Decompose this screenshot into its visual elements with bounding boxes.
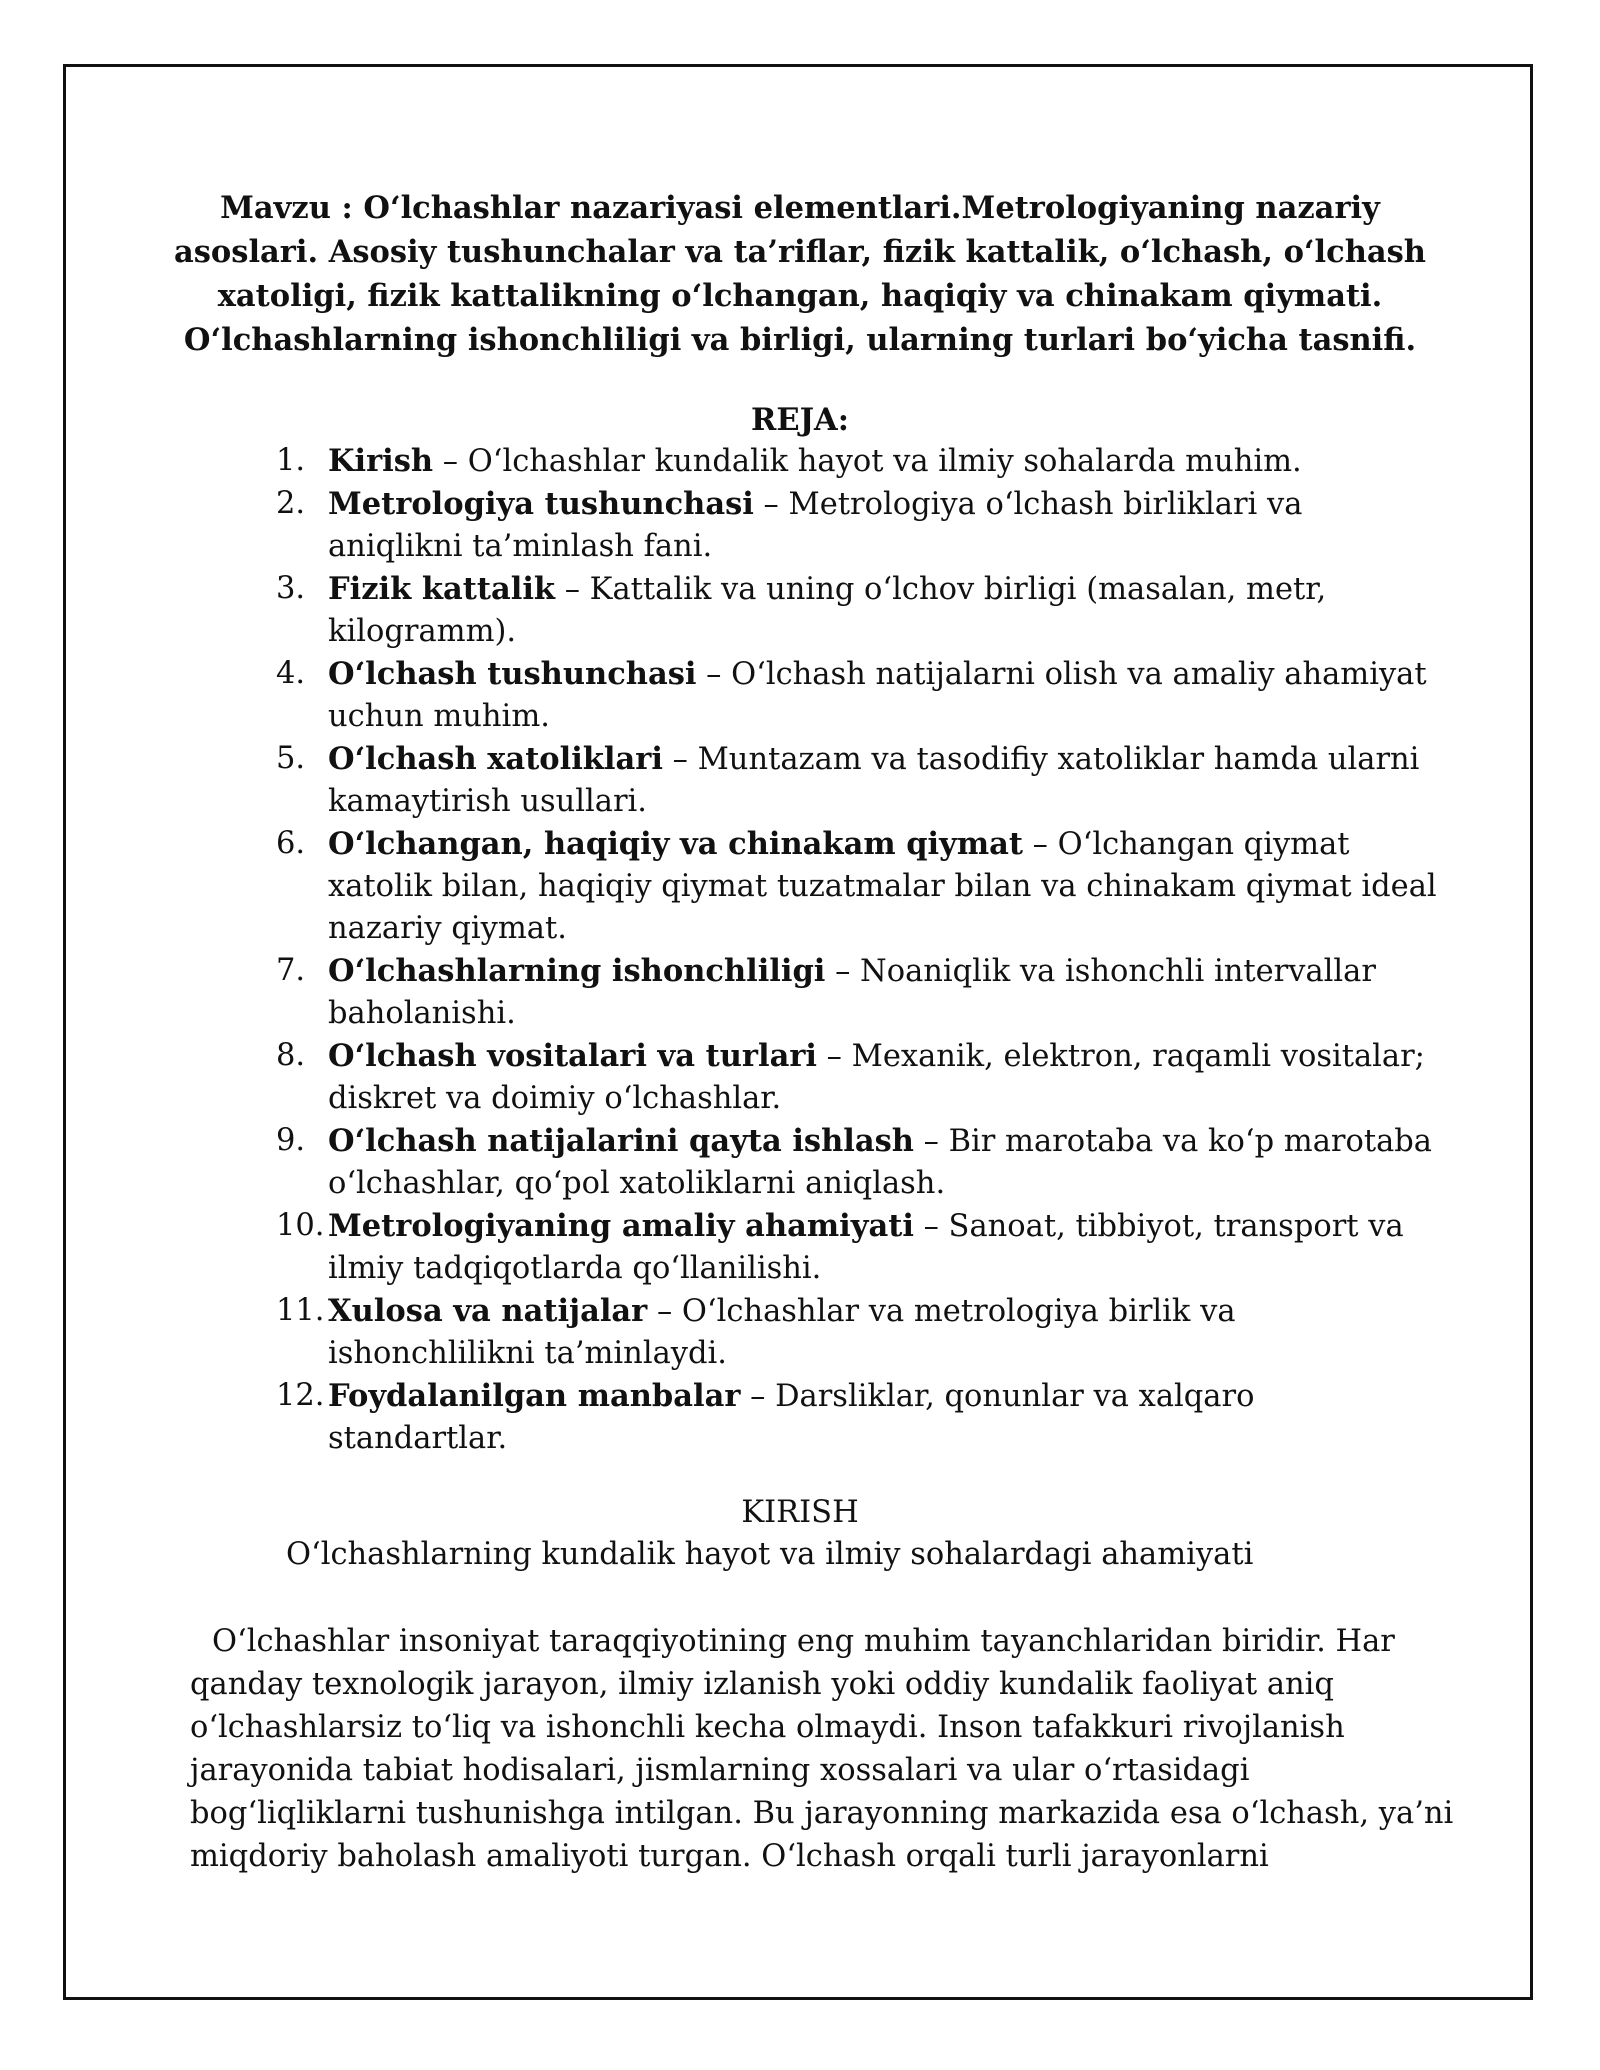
plan-item-continuation: nazariy qiymat. bbox=[328, 911, 567, 946]
plan-item-continuation: baholanishi. bbox=[328, 996, 516, 1031]
plan-item-text: – Metrologiya o‘lchash birliklari va bbox=[753, 487, 1303, 522]
title-line: xatoligi, fizik kattalikning o‘lchangan, haqiqiy va chinakam qiymati. bbox=[217, 278, 1383, 314]
plan-item-line bbox=[328, 1035, 1456, 1078]
intro-paragraph bbox=[190, 1620, 1460, 1878]
plan-item-text: – O‘lchangan qiymat bbox=[1022, 827, 1350, 862]
plan-item bbox=[276, 483, 1456, 568]
plan-item-term: O‘lchashlarning ishonchliligi bbox=[328, 953, 826, 989]
plan-item bbox=[276, 950, 1456, 1035]
plan-item-term: O‘lchash tushunchasi bbox=[328, 656, 697, 692]
plan-item-number: 5. bbox=[276, 741, 306, 776]
plan-item-line bbox=[328, 653, 1456, 696]
plan-item-continuation: aniqlikni ta’minlash fani. bbox=[328, 529, 713, 564]
plan-item-number: 3. bbox=[276, 571, 306, 606]
plan-item-continuation: xatolik bilan, haqiqiy qiymat tuzatmalar bilan va chinakam qiymat ideal bbox=[328, 869, 1437, 904]
document-title bbox=[150, 186, 1450, 362]
plan-item-term: Xulosa va natijalar bbox=[328, 1293, 648, 1329]
plan-item bbox=[276, 1205, 1456, 1290]
plan-item bbox=[276, 1120, 1456, 1205]
plan-item-line bbox=[328, 568, 1456, 611]
title-line: O‘lchashlarning ishonchliligi va birligi, ularning turlari bo‘yicha tasnifi. bbox=[183, 322, 1417, 358]
plan-item bbox=[276, 1035, 1456, 1120]
plan-item-text: – Kattalik va uning o‘lchov birligi (masalan, metr, bbox=[555, 572, 1327, 607]
plan-item-text: – O‘lchash natijalarni olish va amaliy ahamiyat bbox=[696, 657, 1427, 692]
plan-item-line bbox=[328, 950, 1456, 993]
plan-item-line bbox=[328, 1205, 1456, 1248]
plan-item-number: 12. bbox=[276, 1378, 325, 1413]
paragraph-line: qanday texnologik jarayon, ilmiy izlanish yoki oddiy kundalik faoliyat aniq bbox=[190, 1667, 1334, 1702]
plan-item-number: 11. bbox=[276, 1293, 325, 1328]
plan-item bbox=[276, 1290, 1456, 1375]
plan-item-text: – Bir marotaba va ko‘p marotaba bbox=[913, 1124, 1432, 1159]
paragraph-line: bog‘liqliklarni tushunishga intilgan. Bu jarayonning markazida esa o‘lchash, ya’ni bbox=[190, 1796, 1454, 1831]
plan-item-number: 4. bbox=[276, 656, 306, 691]
plan-item-number: 8. bbox=[276, 1038, 306, 1073]
plan-item bbox=[276, 653, 1456, 738]
plan-item-term: Metrologiya tushunchasi bbox=[328, 486, 754, 522]
plan-item-continuation: ishonchlilikni ta’minlaydi. bbox=[328, 1336, 727, 1371]
plan-item-line bbox=[328, 823, 1456, 866]
plan-item-continuation: diskret va doimiy o‘lchashlar. bbox=[328, 1081, 782, 1116]
plan-item bbox=[276, 738, 1456, 823]
plan-item-number: 6. bbox=[276, 826, 306, 861]
plan-item-text: – Darsliklar, qonunlar va xalqaro bbox=[740, 1379, 1255, 1414]
plan-item-term: Metrologiyaning amaliy ahamiyati bbox=[328, 1208, 914, 1244]
plan-item-line bbox=[328, 1120, 1456, 1163]
paragraph-line: O‘lchashlar insoniyat taraqqiyotining eng muhim tayanchlaridan biridir. Har bbox=[212, 1624, 1395, 1659]
plan-item-continuation: standartlar. bbox=[328, 1421, 508, 1456]
plan-item-number: 7. bbox=[276, 953, 306, 988]
plan-item-continuation: ilmiy tadqiqotlarda qo‘llanilishi. bbox=[328, 1251, 822, 1286]
plan-item-continuation: kamaytirish usullari. bbox=[328, 784, 647, 819]
plan-item-text: – Noaniqlik va ishonchli intervallar bbox=[825, 954, 1376, 989]
plan-heading: REJA: bbox=[751, 402, 849, 438]
paragraph-line: miqdoriy baholash amaliyoti turgan. O‘lchash orqali turli jarayonlarni bbox=[190, 1839, 1269, 1874]
paragraph-line: jarayonida tabiat hodisalari, jismlarning xossalari va ular o‘rtasidagi bbox=[190, 1753, 1250, 1788]
plan-item-term: Foydalanilgan manbalar bbox=[328, 1378, 741, 1414]
plan-item-line bbox=[328, 1375, 1456, 1418]
plan-item-text: – O‘lchashlar kundalik hayot va ilmiy sohalarda muhim. bbox=[433, 444, 1302, 479]
plan-item-number: 9. bbox=[276, 1123, 306, 1158]
plan-item-term: Kirish bbox=[328, 443, 434, 479]
plan-item bbox=[276, 568, 1456, 653]
plan-item-text: – Muntazam va tasodifiy xatoliklar hamda ularni bbox=[662, 742, 1420, 777]
plan-item-text: – Mexanik, elektron, raqamli vositalar; bbox=[816, 1039, 1425, 1074]
plan-list bbox=[276, 440, 1456, 1460]
plan-item-line bbox=[328, 440, 1456, 483]
plan-item-term: O‘lchash natijalarini qayta ishlash bbox=[328, 1123, 914, 1159]
plan-item-line bbox=[328, 738, 1456, 781]
plan-item-term: Fizik kattalik bbox=[328, 571, 556, 607]
plan-item-number: 1. bbox=[276, 443, 306, 478]
plan-item bbox=[276, 1375, 1456, 1460]
plan-item-line bbox=[328, 1290, 1456, 1333]
plan-item-number: 2. bbox=[276, 486, 306, 521]
plan-item-text: – Sanoat, tibbiyot, transport va bbox=[913, 1209, 1404, 1244]
paragraph-line: o‘lchashlarsiz to‘liq va ishonchli kecha olmaydi. Inson tafakkuri rivojlanish bbox=[190, 1710, 1345, 1745]
title-line: asoslari. Asosiy tushunchalar va ta’riflar, fizik kattalik, o‘lchash, o‘lchash bbox=[174, 234, 1426, 270]
plan-item-term: O‘lchash xatoliklari bbox=[328, 741, 663, 777]
intro-subheading: O‘lchashlarning kundalik hayot va ilmiy sohalardagi ahamiyati bbox=[286, 1537, 1254, 1572]
plan-item-continuation: kilogramm). bbox=[328, 614, 517, 649]
plan-item bbox=[276, 440, 1456, 483]
plan-item bbox=[276, 823, 1456, 950]
plan-item-continuation: uchun muhim. bbox=[328, 699, 550, 734]
title-line: Mavzu : O‘lchashlar nazariyasi elementlari.Metrologiyaning nazariy bbox=[220, 190, 1380, 226]
plan-item-text: – O‘lchashlar va metrologiya birlik va bbox=[647, 1294, 1236, 1329]
intro-heading: KIRISH bbox=[741, 1495, 859, 1530]
plan-item-continuation: o‘lchashlar, qo‘pol xatoliklarni aniqlash. bbox=[328, 1166, 946, 1201]
plan-item-line bbox=[328, 483, 1456, 526]
plan-item-number: 10. bbox=[276, 1208, 325, 1243]
plan-item-term: O‘lchangan, haqiqiy va chinakam qiymat bbox=[328, 826, 1023, 862]
plan-item-term: O‘lchash vositalari va turlari bbox=[328, 1038, 817, 1074]
